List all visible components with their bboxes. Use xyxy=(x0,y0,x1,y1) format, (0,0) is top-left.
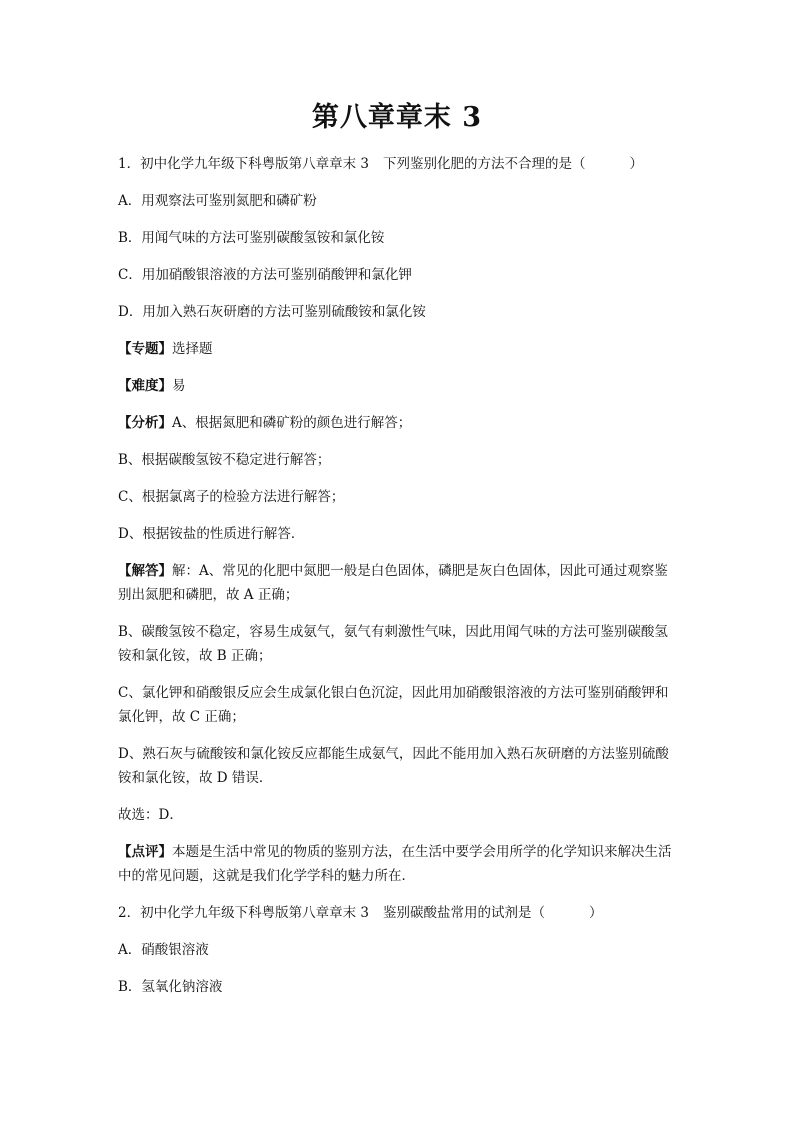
solution-tag: 【解答】 xyxy=(118,563,172,579)
question-1-stem xyxy=(118,152,678,176)
solution-paragraph-b: B、碳酸氢铵不稳定，容易生成氨气，氨气有刺激性气味，因此用闻气味的方法可鉴别碳酸氢铵和氯化铵，故 B 正确； xyxy=(118,624,668,664)
document-content xyxy=(118,152,678,1012)
analysis-line-c: C、根据氯离子的检验方法进行解答； xyxy=(118,489,345,505)
comment-text: 本题是生活中常见的物质的鉴别方法，在生活中要学会用所学的化学知识来解决生活中的常见问题，这就是我们化学学科的魅力所在． xyxy=(118,844,672,884)
question-1-option-c: C．用加硝酸银溶液的方法可鉴别硝酸钾和氯化钾 xyxy=(118,267,412,283)
question-1-close-paren: ） xyxy=(629,156,643,172)
comment-paragraph xyxy=(118,840,678,888)
analysis-line-a xyxy=(118,411,678,435)
solution-paragraph-d: D、熟石灰与硫酸铵和氯化铵反应都能生成氨气，因此不能用加入熟石灰研磨的方法鉴别硫酸铵和氯化铵，故 D 错误． xyxy=(118,746,669,786)
question-1-option-b: B．用闻气味的方法可鉴别碳酸氢铵和氯化铵 xyxy=(118,230,385,246)
analysis-line-b: B、根据碳酸氢铵不稳定进行解答； xyxy=(118,452,331,468)
topic-line xyxy=(118,337,678,361)
comment-tag: 【点评】 xyxy=(118,844,172,860)
answer-line: 故选：D． xyxy=(118,807,183,823)
question-2-option-b: B．氢氧化钠溶液 xyxy=(118,979,223,995)
difficulty-tag: 【难度】 xyxy=(118,378,172,394)
question-1-option-d: D．用加入熟石灰研磨的方法可鉴别硫酸铵和氯化铵 xyxy=(118,304,426,320)
question-2-close-paren: ） xyxy=(588,905,603,921)
analysis-line-d: D、根据铵盐的性质进行解答． xyxy=(118,526,305,542)
topic-value: 选择题 xyxy=(172,341,213,357)
question-2-text: 鉴别碳酸盐常用的试剂是（ xyxy=(382,905,545,921)
question-1-source: 1．初中化学九年级下科粤版第八章章末 3 xyxy=(118,156,369,172)
solution-paragraph-c: C、氯化钾和硝酸银反应会生成氯化银白色沉淀，因此用加硝酸银溶液的方法可鉴别硝酸钾和氯化钾，故 C 正确； xyxy=(118,685,669,725)
question-1-text: 下列鉴别化肥的方法不合理的是（ xyxy=(382,156,586,172)
question-1-option-a: A．用观察法可鉴别氮肥和磷矿粉 xyxy=(118,193,317,209)
question-2-stem xyxy=(118,901,678,925)
solution-text-a: 解：A、常见的化肥中氮肥一般是白色固体，磷肥是灰白色固体，因此可通过观察鉴别出氮肥和磷肥，故 A 正确； xyxy=(118,563,668,603)
question-2-option-a: A．硝酸银溶液 xyxy=(118,942,209,958)
page-title: 第八章章末 3 xyxy=(311,102,483,133)
difficulty-line xyxy=(118,374,678,398)
question-2-source: 2．初中化学九年级下科粤版第八章章末 3 xyxy=(118,905,369,921)
analysis-text-a: A、根据氮肥和磷矿粉的颜色进行解答； xyxy=(172,415,412,431)
topic-tag: 【专题】 xyxy=(118,341,172,357)
analysis-tag: 【分析】 xyxy=(118,415,172,431)
solution-paragraph-a xyxy=(118,559,678,607)
difficulty-value: 易 xyxy=(172,378,186,394)
